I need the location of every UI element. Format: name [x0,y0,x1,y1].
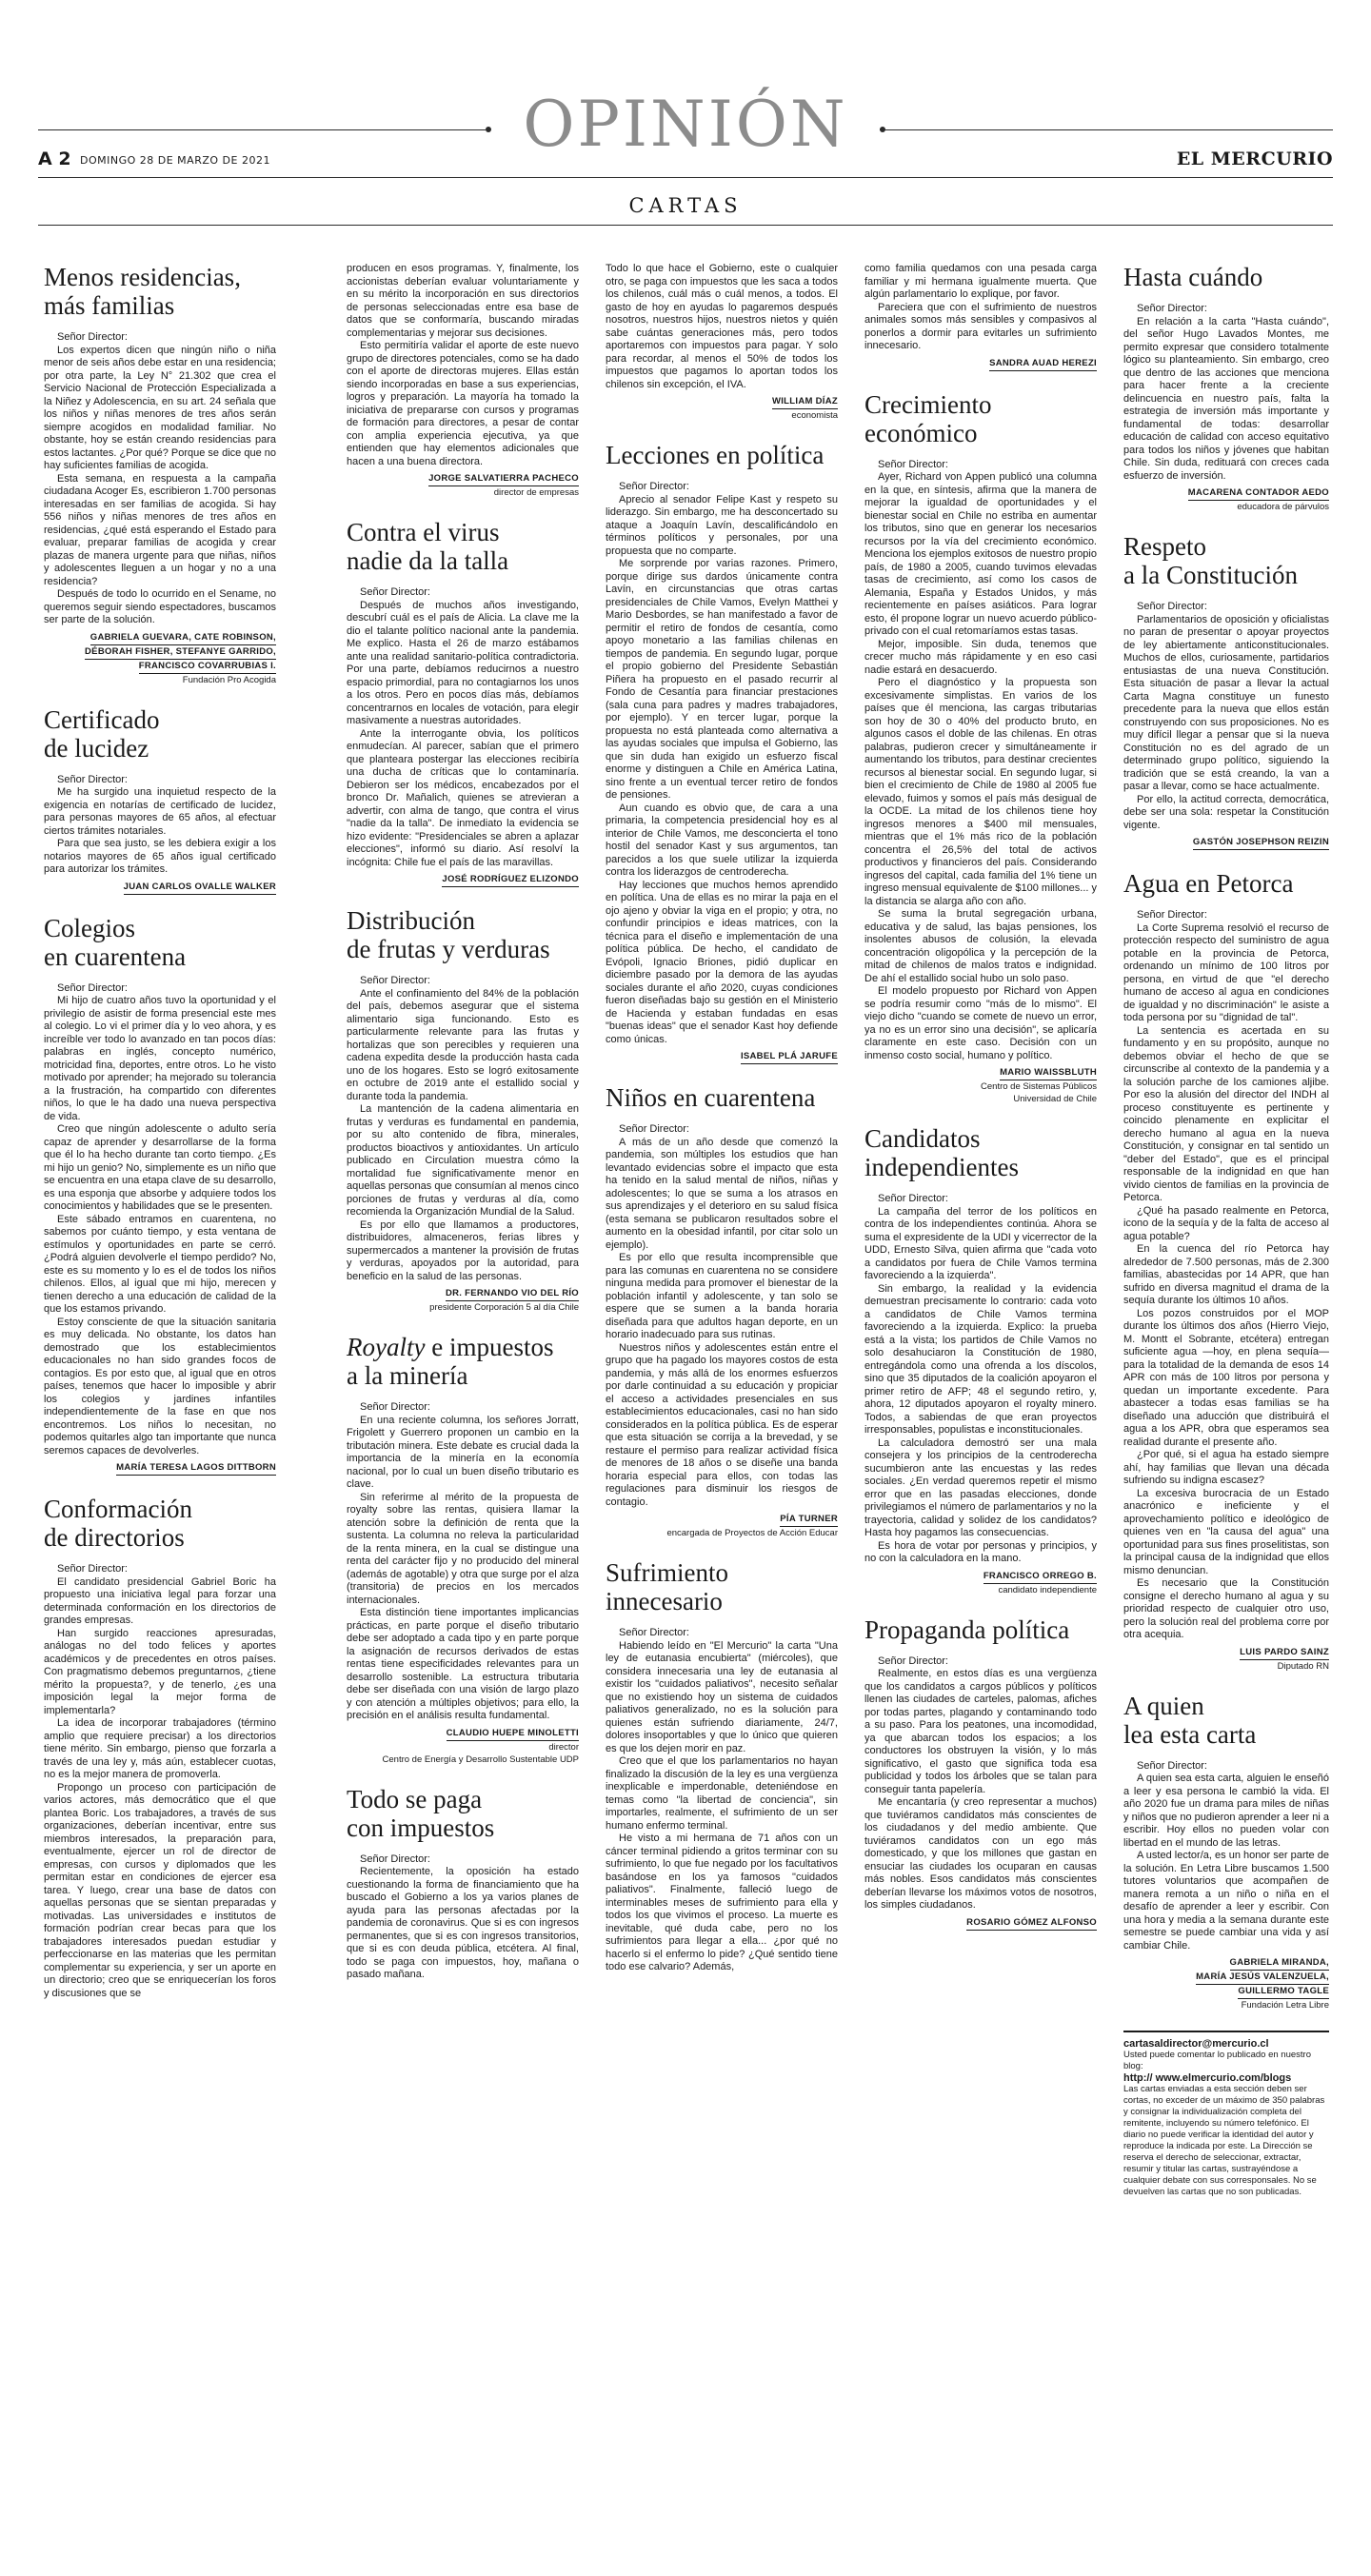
masthead-rule-bottom [38,225,1333,226]
letter [1123,263,1329,513]
letter-title-line: Agua en Petorca [1123,869,1294,898]
salutation: Señor Director: [57,773,128,785]
newspaper-page [38,0,1333,2576]
signature [864,1066,1097,1105]
letter-body [347,1866,579,1982]
signature [347,472,579,499]
signer-name: MARÍA TERESA LAGOS DITTBORN [116,1461,276,1476]
letter-title-line: Crecimiento [864,389,992,419]
masthead [38,0,1333,228]
letter-paragraph: Mejor, imposible. Sin duda, tenemos que crecer mucho más rápidamente y en eso casi nadie estará en desacuerdo. [864,638,1097,676]
letter [1123,532,1329,850]
signer-role: director de empresas [493,487,579,498]
signer-name: GASTÓN JOSEPHSON REIZIN [1193,836,1329,850]
letter-body [347,263,579,468]
letter-paragraph: A más de un año desde que comenzó la pandemia, son múltiples los estudios que han levantado evidencias sobre el impacto que esta ha tenido en la salud mental de niños, niñas y adolescentes; lo que se suma a los atrasos en sus aprendizajes y el deterioro en su salud física (esta semana se publicaron resultados sobre el aumento en la obesidad infantil, por citar solo un ejemplo). [606,1136,838,1251]
salutation: Señor Director: [878,458,948,470]
signer-role: educadora de párvulos [1237,502,1329,512]
page-number: A 2 [38,149,71,169]
letter-body [606,263,838,391]
blog-intro: Usted puede comentar lo publicado en nuestro blog: [1123,2050,1311,2071]
letter-paragraph: Creo que ningún adolescente o adulto sería capaz de aprender y desarrollarse de la forma que él lo ha hecho durante tan corto tiempo. ¿Es mi hijo un genio? No, simplemente es un niño que se encuentra en una etapa clave de su desarrollo, es una esponja que absorbe y adquiere todos los conocimientos y habilidades que se le presenten. [44,1123,276,1212]
letter [606,263,838,422]
letter-paragraph: producen en esos programas. Y, finalmente, los accionistas deberían evaluar voluntariamente y en su mérito la incorporación en sus directorios de personas seleccionadas entre esa base de datos que se conformaría, buscando miradas complementarias y mejorar sus decisiones. [347,263,579,339]
signer-role: Diputado RN [1277,1660,1329,1672]
section-title: OPINIÓN [523,88,848,161]
letter-body [864,1206,1097,1566]
letter [347,518,579,887]
column-4 [864,263,1097,1950]
letter-paragraph: Es por ello que llamamos a productores, distribuidores, almaceneros, ferias libres y supermercados a mantener la provisión de frutas y verduras, apoyados por la autoridad, para beneficio en la salud de las personas. [347,1219,579,1282]
letter-title-line: Royalty e impuestos [347,1333,554,1361]
letter-title-line: con impuestos [347,1813,495,1842]
letter-paragraph: Es hora de votar por personas y principios, y no con la calculadora en la mano. [864,1539,1097,1564]
letter-title-line: Menos residencias, [44,263,241,291]
signer-name: LUIS PARDO SAINZ [1240,1646,1329,1660]
letter-paragraph: Esta distinción tiene importantes implicancias prácticas, en parte porque el diseño tributario debe ser adoptado a cada tipo y en parte porque la asignación de recursos derivados de estas rentas tiene especificidades relevantes para un desarrollo sostenible. La estructura tributaria debe ser diseñada con una visión de largo plazo y con atención a múltiples objetivos; para ello, la precisión en el análisis resulta fundamental. [347,1607,579,1721]
signer-name: MARÍA JESÚS VALENZUELA, [1196,1971,1329,1985]
letter-title [347,906,579,963]
letter-title [1123,263,1329,291]
signer-line [44,881,276,895]
signer-name: FRANCISCO COVARRUBIAS I. [139,660,276,674]
signer-line [347,472,579,486]
signature [347,873,579,887]
salutation: Señor Director: [1137,909,1207,921]
salutation: Señor Director: [57,331,128,343]
signature [44,1461,276,1476]
signature [44,881,276,895]
salutation: Señor Director: [360,586,430,598]
letter-body [347,600,579,870]
letter-title-line: Todo se paga [347,1784,483,1813]
letter [864,1124,1097,1596]
letter-title [864,1615,1097,1644]
letter-paragraph: como familia quedamos con una pesada carga familiar y mi hermana igualmente muerta. Que algún parlamentario lo explique, por favor. [864,263,1097,300]
salutation: Señor Director: [57,981,128,994]
letter-body [864,1668,1097,1912]
letter-paragraph: La mantención de la cadena alimentaria en frutas y verduras es fundamental en pandemia, por su alto contenido de fibra, minerales, productos bioactivos y antioxidantes. Un artículo publicado en Circulation muestra cómo la mortalidad fue significativamente menor en aquellas personas que consumían al menos cinco porciones de frutas y verduras al día, como recomienda la Organización Mundial de la Salud. [347,1103,579,1218]
letter-title-line: Lecciones en política [606,441,825,469]
salutation: Señor Director: [1137,601,1207,612]
salutation: Señor Director: [878,1655,948,1667]
letter [864,390,1097,1106]
letter-title-line: nadie da la talla [347,546,509,575]
letter-body [44,345,276,627]
signer-name: JOSÉ RODRÍGUEZ ELIZONDO [442,873,579,887]
letter-paragraph: La Corte Suprema resolvió el recurso de protección respecto del suministro de agua potable en la provincia de Petorca, ordenando un mínimo de 100 litros por persona, en virtud de que "el derecho humano de acceso al agua en condiciones de igualdad y no discriminación" le asiste a toda persona por su "dignidad de tal". [1123,921,1329,1023]
letter-paragraph: Aprecio al senador Felipe Kast y respeto su liderazgo. Sin embargo, me ha desconcertado su ataque a Joaquín Lavín, descalificándolo en términos políticos y personales, por una propuesta que no comparte. [606,493,838,557]
signature [864,1570,1097,1596]
letter-title [606,441,838,469]
signer-name: GABRIELA GUEVARA, CATE ROBINSON, [90,631,276,645]
letter-title [44,705,276,763]
letter-paragraph: Me sorprende por varias razones. Primero, porque dirige sus dardos únicamente contra Lavín, en circunstancias que otras cartas presidenciales de Chile Vamos, Evelyn Matthei y Mario Desbordes, se han manifestado a favor de permitir el retiro de fondos de cesantía, como apoyo monetario a las familias chilenas en tiempos de pandemia. En segundo lugar, porque el propio gobierno del Presidente Sebastián Piñera ha propuesto en el pasado recurrir al Fondo de Cesantía para financiar prestaciones (sala cuna para padres y madres trabajadores, por ejemplo). Y en tercer lugar, porque la propuesta no está planteada como alternativa a las ayudas sociales que impulsa el Gobierno, las que sin duda han exigido un esfuerzo fiscal enorme y distinguen a Chile en América Latina, sino frente a un eventual tercer retiro de fondos de pensiones. [606,558,838,801]
letter-paragraph: Los pozos construidos por el MOP durante los últimos dos años (Hierro Viejo, M. Montt el Sobrante, etcétera) entregan suficiente agua —hoy, en plena sequía— para la totalidad de la demanda de esos 14 APR con más de 100 litros por persona y quedan un importante excedente. Para abastecer a todas esas familias se ha diseñado una aducción que distribuirá el agua a los APR, obra que esperamos sea realidad durante el presente año. [1123,1307,1329,1448]
signature [1123,486,1329,513]
letter-paragraph: En una reciente columna, los señores Jorratt, Frigolett y Guerrero proponen un cambio en la tributación minera. Este debate es crucial dada la importancia de la minería en la economía nacional, por lo cual un buen diseño tributario es clave. [347,1414,579,1490]
letter-paragraph: Ayer, Richard von Appen publicó una columna en la que, en síntesis, afirma que la manera de mejorar la igualdad de oportunidades y el bienestar social en Chile no estriba en aumentar los tributos, sino que en generar los necesarios recursos por la vía del crecimiento económico. Menciona los ejemplos exitosos de nuestro propio país, de 1980 a 2005, cuando tuvimos elevadas tasas de crecimiento, así como los casos de Alemania, España y Estados Unidos, y más recientemente en países asiáticos. Para lograr esto, él propone lograr un nuevo acuerdo público-privado con el cual retomaríamos estas tasas. [864,471,1097,637]
letter-body [606,1640,838,1974]
signer-role: encargada de Proyectos de Acción Educar [666,1528,838,1538]
letter-paragraph: ¿Por qué, si el agua ha estado siempre ahí, hay familias que llevan una década sufriendo su indigna escasez? [1123,1449,1329,1486]
salutation: Señor Director: [57,1563,128,1575]
letter-title-line: Sufrimiento [606,1558,728,1587]
letter [44,914,276,1476]
newspaper-name: EL MERCURIO [1176,149,1333,169]
signer-role: presidente Corporación 5 al día Chile [429,1302,579,1313]
letter-body [1123,614,1329,833]
signature [606,395,838,422]
letter-body [606,1137,838,1510]
signer-name: DR. FERNANDO VIO DEL RÍO [446,1287,579,1301]
letter-paragraph: Ante el confinamiento del 84% de la población del país, debemos asegurar que el sistema alimentario siga funcionando. Esto es particularmente relevante para las frutas y hortalizas que son perecibles y requieren una cadena expedita desde la producción hasta cada uno de los hogares. Esto se logró exitosamente en octubre de 2019 ante el estallido social y durante toda la pandemia. [347,987,579,1102]
signer-role: Fundación Pro Acogida [182,674,276,685]
letter-paragraph: Nuestros niños y adolescentes están entre el grupo que ha pagado los mayores costos de esta pandemia, y más allá de los enormes esfuerzos por darle continuidad a su educación y propiciar el acceso a actividades presenciales en sus establecimientos educacionales, casi no han sido considerados en la política pública. Es de esperar que esta situación se corrija a la brevedad, y se restaure el permiso para realizar actividad física de menores de 18 años o se diseñe una banda horaria especial para ellos, con todas las regulaciones para disminuir los riesgos de contagio. [606,1341,838,1508]
signer-role: director Centro de Energía y Desarrollo Sustentable UDP [382,1741,579,1765]
signer-name: JUAN CARLOS OVALLE WALKER [124,881,276,895]
letter-title [864,390,1097,447]
signature [1123,1646,1329,1673]
salutation: Señor Director: [360,1853,430,1865]
signature [347,1287,579,1314]
salutation: Señor Director: [619,1123,689,1135]
letter-title-line: Distribución [347,906,475,935]
letter [347,906,579,1314]
letter-body [44,1576,276,2001]
letter-title [1123,869,1329,898]
letter-paragraph: Pero el diagnóstico y la propuesta son excesivamente simplistas. En varios de los países que él menciona, las cargas tributarias son hoy de 30 o 40% del producto bruto, en algunos casos el doble de las chilenas. En otras palabras, pudieron crecer y simultáneamente ir aumentando los tributos, para destinar crecientes recursos al bienestar social. En segundo lugar, si bien el crecimiento de Chile de 1980 al 2005 fue elevado, fuimos y somos el país más desigual de la OCDE. La mitad de los chilenos tiene hoy ingresos menores a $400 mil mensuales, mientras que el 1% más rico de la población concentra el 26,5% del total de activos productivos y financieros del país. Considerando ingresos del capital, cada familia del 1% tiene un ingreso mensual equivalente de $100 millones... y la distancia se alarga año con año. [864,677,1097,907]
letter-paragraph: Ante la interrogante obvia, los políticos enmudecían. Al parecer, sabían que el primero que planteara postergar las elecciones recibiría una ducha de críticas que lo contaminaría. Debieron ser los médicos, encabezados por el bronco Dr. Mañalich, quienes se atrevieran a advertir, con alma de tango, que contra el virus "nadie da la talla". De inmediato la evidencia se hizo evidente: "Presidenciales se abren a aplazar elecciones", informó su diario. Así resolví la incógnita: Chile fue el país de las maravillas. [347,727,579,868]
signer-line [864,357,1097,371]
salutation: Señor Director: [1137,1759,1207,1772]
letter-title [1123,532,1329,589]
letter-paragraph: Todo lo que hace el Gobierno, este o cualquier otro, se paga con impuestos que les saca a todos los chilenos, cuál más o cuál menos, a todos. El gasto de hoy en ayudas lo pagaremos después nosotros, nuestros hijos, nuestros nietos y quién sabe cuántas generaciones más, pero todos aportaremos con impuestos para pagar. Y solo para recordar, al menos el 50% de todos los impuestos que pagamos lo aportan todos los chilenos sin excepción, el IVA. [606,263,838,390]
signer-line [1123,1971,1329,1985]
contact-box [1123,2031,1329,2198]
signer-line [606,1050,838,1064]
signer-line [1123,486,1329,501]
letter-paragraph: En la cuenca del río Petorca hay alrededor de 7.500 personas, más de 2.300 familias, abastecidas por 14 APR, que han sufrido en diversa magnitud el drama de la sequía durante los últimos 10 años. [1123,1243,1329,1306]
letter-paragraph: En relación a la carta "Hasta cuándo", del señor Hugo Lavados Montes, me permito expresar que considero totalmente lógico su planteamiento. Sin embargo, creo que dentro de las acciones que menciona para hacer frente a la creciente delincuencia en nuestro país, falta la estrategia de inversión más importante y fundamental de todas: desarrollar educación de calidad con acceso equitativo para todos los niños y jóvenes que habitan Chile. Sin duda, redituará con creces cada esfuerzo de inversión. [1123,315,1329,482]
signature [1123,836,1329,850]
letter-title [606,1558,838,1615]
letter-title [44,1495,276,1552]
letter [1123,1692,1329,2012]
salutation: Señor Director: [878,1193,948,1204]
signer-line [44,631,276,645]
letter-paragraph: A quien sea esta carta, alguien le enseñó a leer y esa persona le cambió la vida. El año 2020 fue un drama para miles de niñas y niños que no pudieron aprender a leer ni a escribir. Hoy ellos no pueden volar con libertad en el mundo de las letras. [1123,1773,1329,1849]
letter-title [864,1124,1097,1181]
signer-line [1123,836,1329,850]
letter-paragraph: Parlamentarios de oposición y oficialistas no paran de presentar o apoyar proyectos de ley abiertamente anticonstitucionales. Muchos de ellos, curiosamente, partidarios entusiastas de una nueva Constitución. Esta situación de pasar a llevar la actual Carta Magna constituye un funesto precedente para la nueva que ellos están construyendo con sus proposiciones. No es muy difícil llegar a pensar que si la nueva Constitución no es del agrado de un determinado grupo político, siguiendo la tradición que se está creando, la van a pasar a llevar, como se hace actualmente. [1123,613,1329,792]
letter-paragraph: Por ello, la actitud correcta, democrática, debe ser una sola: respetar la Constitución vigente. [1123,793,1329,831]
letter-title-line: innecesario [606,1587,723,1615]
signer-name: FRANCISCO ORREGO B. [984,1570,1097,1584]
letter-body [1123,316,1329,484]
letter-paragraph: El candidato presidencial Gabriel Boric ha propuesto una iniciativa legal para forzar una determinada conformación en los directorios de grandes empresas. [44,1575,276,1626]
signature [606,1050,838,1064]
letter-paragraph: La excesiva burocracia de un Estado anacrónico e ineficiente y el aprovechamiento político e ideológico de quienes ven en "la causa del agua" una oportunidad para sus fines proselitistas, son la principal causa de la indignidad que ellos mismo denuncian. [1123,1487,1329,1576]
letter-title-line: más familias [44,291,175,320]
signer-line [606,395,838,409]
signer-line [1123,1956,1329,1971]
letter-paragraph: Hay lecciones que muchos hemos aprendido en política. Una de ellas es no mirar la paja en el ojo ajeno y obviar la viga en el propio; y otra, no confundir principios e ideas matrices, con la técnica para el diseño e implementación de una política pública. De hecho, el candidato de Evópoli, Ignacio Briones, pidió duplicar en diciembre pasado por la demora de las ayudas sociales durante el año 2020, cuyas condiciones fueron diseñadas bajo su gestión en el Ministerio de Hacienda y estaban fundadas en esas "buenas ideas" que el senador Kast hoy defiende como únicas. [606,879,838,1045]
letter-title-line: lea esta carta [1123,1719,1257,1749]
signer-role: Centro de Sistemas Públicos Universidad de Chile [981,1081,1097,1104]
letter-paragraph: Esta semana, en respuesta a la campaña ciudadana Acoger Es, escribieron 1.700 personas interesadas en ser familias de acogida. Si hay 556 niños y niñas menores de tres años en residencias, ¿qué está esperando el Estado para evaluar, preparar familias de acogida y crear plazas de manera urgente para que niñas, niños y adolescentes lleguen a un hogar y no a una residencia? [44,472,276,587]
signer-name: SANDRA AUAD HEREZI [989,357,1097,371]
letter-paragraph: Mi hijo de cuatro años tuvo la oportunidad y el privilegio de asistir de forma presencial este mes al colegio. Lo vi el primer día y lo veo ahora, y es increíble ver todo lo avanzado en tan pocos días: palabras en inglés, concepto numérico, motricidad fina, deportes, entre otros. Lo he visto motivado por aprender; ha mejorado su tolerancia a la frustración, ha compartido con diferentes niños, lo que le ha dado una nueva perspectiva de vida. [44,995,276,1122]
letter-paragraph: Se suma la brutal segregación urbana, educativa y de salud, las bajas pensiones, los insolentes abusos de colusión, la elevada concentración oligopólica y la percepción de la mitad de chilenos de malos tratos e indignidad. De ahí el estallido social hubo un solo paso. [864,908,1097,984]
letter-paragraph: La calculadora demostró ser una mala consejera y los principios de la centroderecha sucumbieron ante las encuestas y las redes sociales. ¿En verdad queremos repetir el mismo error que en las pasadas elecciones, donde privilegiamos el número de parlamentarios y no la trayectoria, calidad y solidez de los candidatos? Hasta hoy pagamos las consecuencias. [864,1437,1097,1538]
letter-title-line: A quien [1123,1691,1204,1720]
signature [864,1916,1097,1931]
signer-name: ISABEL PLÁ JARUFE [741,1050,838,1064]
letter-paragraph: Me ha surgido una inquietud respecto de la exigencia en notarías de certificado de lucidez, para personas mayores de 65 años, al efectuar ciertos trámites notariales. [44,786,276,837]
letter-paragraph: La campaña del terror de los políticos en contra de los independientes continúa. Ahora se suma el expresidente de la UDI y vicerrector de la UDD, Ernesto Silva, quien afirma que "cada voto a candidatos por fuera de Chile Vamos termina favoreciendo a la izquierda". [864,1205,1097,1281]
signer-line [864,1570,1097,1584]
signer-name: GUILLERMO TAGLE [1238,1985,1329,1999]
letter-paragraph: Habiendo leído en "El Mercurio" la carta "Una ley de eutanasia encubierta" (miércoles), que considera innecesaria una ley de eutanasia al existir los "cuidados paliativos", necesito señalar que no existiendo hoy un sistema de cuidados paliativos generalizado, no es la solución para quienes están sufriendo diariamente, 24/7, dolores insoportables y que lo único que quieren es que los dejen morir en paz. [606,1639,838,1754]
signer-line [864,1066,1097,1080]
letter-body [347,988,579,1284]
signer-line [44,645,276,660]
letter-title [44,263,276,320]
letter-paragraph: Los expertos dicen que ningún niño o niña menor de seis años debe estar en una residencia; por otra parte, la Ley N° 21.302 que crea el Servicio Nacional de Protección Especializada a la Niñez y Adolescencia, en su art. 24 señala que los niños y niñas menores de tres años serán siempre acogidos en modalidad familiar. No obstante, hoy se están creando residencias para estos lactantes. ¿Por qué? Porque se dice que no hay suficientes familias de acogida. [44,344,276,471]
signer-name: MACARENA CONTADOR AEDO [1188,486,1329,501]
letter-title [606,1083,838,1112]
letter [1123,869,1329,1673]
signature [606,1513,838,1539]
letter-paragraph: Es por ello que resulta incomprensible que para las comunas en cuarentena no se considere ninguna medida para promover el bienestar de la población infantil y adolescente, y tan solo se espere que se sumen a la banda horaria diseñada para que adultos hagan deporte, en un horario inadecuado para sus rutinas. [606,1252,838,1340]
letter-title-line: en cuarentena [44,941,187,971]
letter-title [347,1785,579,1842]
letter-paragraph: Después de todo lo ocurrido en el Sename, no queremos seguir siendo espectadores, buscamos ser parte de la solución. [44,588,276,625]
signer-name: WILLIAM DÍAZ [772,395,838,409]
letter-paragraph: Pareciera que con el sufrimiento de nuestros animales somos más sensibles y compasivos al ponerlos a dormir para evitarles un sufrimiento innecesario. [864,301,1097,351]
letter-title-line: Niños en cuarentena [606,1083,816,1112]
letter [864,1615,1097,1931]
letter [44,263,276,686]
letter-title-line: Conformación [44,1495,192,1523]
column-5 [1123,263,1329,2198]
signer-name: MARIO WAISSBLUTH [1000,1066,1097,1080]
letter-title-line: de lucidez [44,733,149,763]
signer-line [864,1916,1097,1931]
signature [44,631,276,686]
signer-role: candidato independiente [998,1584,1097,1595]
letter-title-line: Hasta cuándo [1123,263,1263,291]
letter-body [1123,922,1329,1642]
letter-title-line: Candidatos [864,1124,981,1153]
signature [347,1727,579,1766]
letter-paragraph: Después de muchos años investigando, descubrí cuál es el país de Alicia. La clave me la dio el talante político nacional ante la pandemia. Me explico. Hasta el 26 de marzo estábamos ante una realidad sanitario-política contradictoria. Por una parte, debíamos reducirnos a nuestro espacio primordial, para no contagiarnos los unos a los otros. Pero en pocos días más, debíamos concentrarnos en locales de votación, para elegir masivamente a nuestras autoridades. [347,599,579,726]
signer-role: Fundación Letra Libre [1241,2000,1329,2011]
letter-body [347,1415,579,1723]
letter-paragraph: Esto permitiría validar el aporte de este nuevo grupo de directores potenciales, como se ha dado con el aporte de directoras mujeres. Ellas están siendo incorporadas en base a sus experiencias, logros y preparación. La mayoría ha tomado la iniciativa de prepararse con cursos y programas de formación para directores, a pesar de contar con amplia experiencia ejecutiva, ya que entienden que hay elementos adicionales que hacen a una buena directora. [347,340,579,467]
letter-title-line: de directorios [44,1523,185,1552]
signer-line [1123,1646,1329,1660]
letter-title-line: Respeto [1123,532,1206,561]
signer-name: PÍA TURNER [780,1513,838,1527]
letter-paragraph: Propongo un proceso con participación de varios actores, más democrático que el que plantea Boric. Los trabajadores, a través de sus organizaciones, deberían incentivar, entre sus miembros interesados, la preparación para, eventualmente, ejercer un rol de director de empresas, con cursos y diplomados que les permitan estar en condiciones de ejercer esa tarea. Y luego, crear una base de datos con aquellas personas que se sientan preparadas y motivadas. Las universidades e institutos de formación podrían crear becas para que los trabajadores interesados puedan estudiar y perfeccionarse en las materias que les permitan complementar su experiencia, y ser un aporte en un directorio; creo que se enriquecerían los foros y discusiones que se [44,1781,276,1999]
masthead-rule-top [38,177,1333,178]
letter-paragraph: La sentencia es acertada en su fundamento y en su propósito, aunque no debemos obviar el hecho de que se circunscribe al contexto de la pandemia y a la solución parche de los camiones aljibe. Por eso la alusión del director del INDH al proceso constituyente es pertinente y coincido plenamente en explicitar el derecho humano al agua en la nueva Constitución, y consignar en tal sentido un "deber del Estado", que es el principal responsable de la indignidad en que han vivido cientos de familias en la provincia de Petorca. [1123,1024,1329,1203]
signer-line [606,1513,838,1527]
letter-paragraph: Me encantaría (y creo representar a muchos) que tuviéramos candidatos más conscientes de los ciudadanos y del medio ambiente. Que tuviéramos candidatos con un ego más domesticado, y que los millones que gastan en ensuciar las ciudades los ocuparan en causas más nobles. Esos candidatos más conscientes deberían llevarse los máximos votos de nosotros, los simples ciudadanos. [864,1796,1097,1911]
letter-title [1123,1692,1329,1749]
letter-title [44,914,276,971]
letter-title [347,518,579,575]
contact-email[interactable]: cartasaldirector@mercurio.cl [1123,2038,1269,2050]
letter-paragraph: Este sábado entramos en cuarentena, no sabemos por cuánto tiempo, y esta ventana de estímulos y oportunidades en parte se cerró. ¿Podrá alguien devolverle el tiempo perdido? No, este es su momento y lo es el de todos los niños chilenos. Ellos, al igual que mi hijo, merecen y tienen derecho a una educación de calidad de la que los estamos privando. [44,1213,276,1315]
letter-paragraph: Sin embargo, la realidad y la evidencia demuestran precisamente lo contrario: cada voto a candidatos de Chile Vamos termina favoreciendo a la izquierda. Explico: la prueba está a la vista; los partidos de Chile Vamos no solo desahuciaron la Constitución de 1980, entregándola como una ofrenda a los díscolos, sino que 35 diputados de la coalición apoyaron el primer retiro de AFP; 48 el segundo retiro, y, ahora, 12 diputados apoyaron el royalty minero. Todos, a sabiendas de que eran proyectos irresponsables, populistas e inconstitucionales. [864,1282,1097,1436]
letter-paragraph: A usted lector/a, es un honor ser parte de la solución. En Letra Libre buscamos 1.500 tutores voluntarios que acompañen de manera remota a un niño o niña en el desafío de aprender a leer y escribir. Con una hora y media a la semana durante este semestre se puede cambiar una vida y así cambiar Chile. [1123,1850,1329,1952]
subsection-title: CARTAS [628,194,743,217]
letter-body [864,263,1097,353]
signer-line [1123,1985,1329,1999]
column-1 [44,263,276,2019]
signer-name: DÉBORAH FISHER, STEFANYE GARRIDO, [85,645,276,660]
blog-link[interactable]: http:// www.elmercurio.com/blogs [1123,2072,1292,2084]
letter-title-line: Contra el virus [347,518,500,546]
signer-role: economista [791,410,838,421]
royalty-italic: Royalty [347,1333,426,1361]
column-3 [606,263,838,1993]
signer-name: JORGE SALVATIERRA PACHECO [428,472,579,486]
letter-body [1123,1773,1329,1952]
letter-paragraph: Aun cuando es obvio que, de cara a una primaria, la competencia presidencial hoy es al interior de Chile Vamos, me desconcierta el tono hostil del senador Kast y sus argumentos, tan parecidos a los que suele utilizar la izquierda contra los liderazgos de centroderecha. [606,802,838,878]
signer-line [44,1461,276,1476]
letter-paragraph: Sin referirme al mérito de la propuesta de royalty sobre las rentas, quisiera llamar la atención sobre la definición de renta que la sustenta. La columna no releva la particularidad de la renta minera, en la cual se distingue una renta del carácter fijo y no producido del mineral (además de agotable) y otra que surge por el alza (transitoria) de precios en los mercados internacionales. [347,1491,579,1606]
letter-title-line: Certificado [44,704,160,734]
letter-paragraph: Para que sea justo, se les debiera exigir a los notarios mayores de 65 años igual certificado para autorizar los trámites. [44,838,276,875]
letter-paragraph: ¿Qué ha pasado realmente en Petorca, icono de la sequía y de la falta de acceso al agua potable? [1123,1204,1329,1242]
letter-title-line: a la Constitución [1123,561,1298,589]
letters-policy: Las cartas enviadas a esta sección deben ser cortas, no exceder de un máximo de 350 palabras y consignar la individualización completa del remitente, incluyendo su número telefónico. El diario no puede verificar la identidad del autor y reproduce la indicada por este. La Dirección se reserva el derecho de seleccionar, extractar, resumir y titular las cartas, sustrayéndose a cualquier debate con sus corresponsales. No se devuelven las cartas que no son publicadas. [1123,2084,1325,2197]
signature [1123,1956,1329,2011]
letter-title-line: de frutas y verduras [347,935,550,963]
letter-title-line: Colegios [44,913,136,942]
letter-paragraph: Es necesario que la Constitución consigne el derecho humano al agua y su prioridad respecto de cualquier otro uso, pero la solución real del problema corre por otra acequia. [1123,1577,1329,1640]
letter [347,1785,579,1982]
letter [606,1083,838,1539]
letter-title-line: independientes [864,1153,1019,1181]
letter [44,705,276,895]
letter [606,1558,838,1974]
letter-title-line: Propaganda política [864,1615,1070,1644]
letter-title [347,1333,579,1390]
letter-paragraph: Recientemente, la oposición ha estado cuestionando la forma de financiamiento que ha buscado el Gobierno a los ya varios planes de ayuda para las personas afectadas por la pandemia de coronavirus. Que si es con ingresos permanentes, que si es con ingresos transitorios, que si es con deuda pública, etcétera. Al final, todo se paga con impuestos, hoy, mañana o pasado mañana. [347,1866,579,1980]
salutation: Señor Director: [1137,303,1207,314]
letter-body [44,995,276,1457]
signer-name: ROSARIO GÓMEZ ALFONSO [966,1916,1097,1931]
letter [44,1495,276,2000]
salutation: Señor Director: [360,975,430,986]
letter-paragraph: La idea de incorporar trabajadores (término amplio que requiere precisar) a los directorios tiene mérito. Sin embargo, pienso que forzarla a través de una ley y, más aún, establecer cuotas, no es la mejor manera de promoverla. [44,1717,276,1780]
signer-name: CLAUDIO HUEPE MINOLETTI [447,1727,579,1741]
letter-body [44,786,276,877]
letter [606,441,838,1064]
letter-title-line: a la minería [347,1361,468,1390]
signer-line [347,873,579,887]
signer-line [44,660,276,674]
letter-title-line: económico [864,418,978,447]
letter-paragraph: He visto a mi hermana de 71 años con un cáncer terminal pidiendo a gritos terminar con su sufrimiento, lo que fue negado por los facultativos basándose en los ya famosos "cuidados paliativos". Finalmente, falleció luego de interminables meses de sufrimiento para ella y todos los que vivimos el proceso. La muerte es inevitable, qué duda cabe, pero no los sufrimientos para llegar a ella... ¿por qué no hacerlo si el enfermo lo pide? ¿Qué sentido tiene todo ese calvario? Además, [606,1833,838,1972]
letter-body [864,471,1097,1062]
page-date: DOMINGO 28 DE MARZO DE 2021 [80,154,270,167]
salutation: Señor Director: [619,1627,689,1638]
letter-body [606,494,838,1047]
column-2 [347,263,579,2001]
salutation: Señor Director: [360,1401,430,1413]
signer-line [347,1287,579,1301]
letter [347,263,579,499]
signature [864,357,1097,371]
letter-paragraph: Estoy consciente de que la situación sanitaria es muy delicada. No obstante, los datos han demostrado que los establecimientos educacionales no han sido grandes focos de contagios. Es por esto que, al igual que en otros países, tenemos que hacer lo imposible y abrir los colegios y jardines infantiles independientemente de la fase en que nos encontremos. Los niños lo necesitan, no podemos quitarles algo tan importante que nunca seremos capaces de devolverles. [44,1316,276,1456]
letter-paragraph: Han surgido reacciones apresuradas, análogas no del todo felices y aportes académicos y de precedentes en otros países. Con pragmatismo debemos preguntarnos, ¿tiene mérito la propuesta?, y de tenerlo, ¿es una imposición legal la mejor forma de implementarla? [44,1627,276,1716]
letter-paragraph: Creo que el que los parlamentarios no hayan finalizado la discusión de la ley es una vergüenza inexplicable e imperdonable, deteniéndose en temas como "la libertad de conciencia", sin importarles, realmente, el sufrimiento de un ser humano enfermo terminal. [606,1755,838,1832]
salutation: Señor Director: [619,481,689,492]
signer-name: GABRIELA MIRANDA, [1230,1956,1330,1971]
letter [864,263,1097,371]
letter-paragraph: Realmente, en estos días es una vergüenza que los candidatos a cargos públicos y políticos llenen las ciudades de carteles, palomas, afiches por todas partes, plagando y contaminando todo a su paso. Para los peatones, una incomodidad, ya que abarcan todos los espacios; a los conductores los obstruyen la visión, y lo más significativo, el gasto que significa toda esa publicidad y todos los árboles que se talan para conseguir tanta papelería. [864,1668,1097,1795]
signer-line [347,1727,579,1741]
letter-paragraph: El modelo propuesto por Richard von Appen se podría resumir como "más de lo mismo". El viejo dicho "cuando se comete de nuevo un error, ya no es un error sino una decisión", se aplicaría claramente en este caso. Decisión con un inmenso costo social, humano y político. [864,985,1097,1061]
letter [347,1333,579,1766]
